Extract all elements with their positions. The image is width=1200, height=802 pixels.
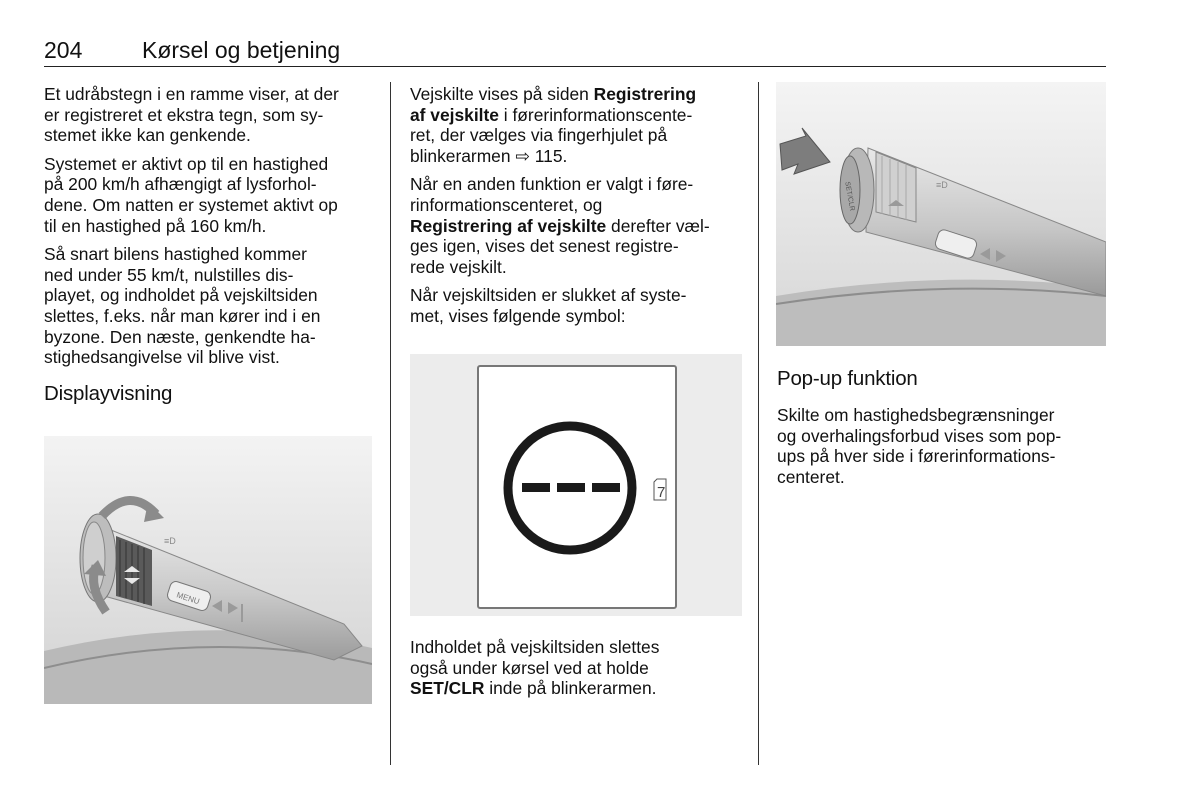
paragraph-4 [410, 637, 740, 699]
column-2-bottom [410, 637, 740, 707]
sign-symbol-figure [410, 354, 742, 616]
line: met, vises følgende symbol: [410, 305, 626, 326]
column-3 [777, 367, 1107, 495]
line: Så snart bilens hastighed kommer [44, 244, 307, 265]
text: Vejskilte vises på siden [410, 84, 594, 104]
column-2 [410, 84, 740, 335]
text: inde på blinkerarmen. [484, 678, 657, 699]
page-number: 204 [44, 37, 83, 63]
line: playet, og indholdet på vejskiltsiden [44, 285, 318, 306]
page-title: Kørsel og betjening [142, 37, 341, 63]
line: dene. Om natten er systemet aktivt op [44, 194, 338, 215]
line: ups på hver side i førerinformations- [777, 446, 1056, 467]
line: Indholdet på vejskiltsiden slettes [410, 637, 660, 657]
text: i førerinformationscente- [498, 104, 693, 125]
line: rinformationscenteret, og [410, 194, 603, 215]
page-reference-icon: ⇨ [515, 145, 530, 166]
column-divider-2 [758, 82, 759, 765]
line: centeret. [777, 466, 845, 487]
line: på 200 km/h afhængigt af lysforhol- [44, 174, 317, 195]
section-heading-displayvisning: Displayvisning [44, 381, 173, 405]
column-1 [44, 84, 374, 406]
line: er registreret et ekstra tegn, som sy- [44, 104, 324, 125]
line: stemet ikke kan genkende. [44, 125, 251, 146]
paragraph-2 [410, 174, 740, 277]
page-reference-link[interactable]: 115. [529, 145, 568, 166]
text: blinkerarmen [410, 145, 516, 166]
line: Når en anden funktion er valgt i føre- [410, 174, 694, 195]
paragraph-3 [410, 285, 740, 326]
paragraph-1 [44, 84, 374, 146]
paragraph-1 [410, 84, 740, 166]
line: rede vejskilt. [410, 256, 507, 277]
text: ret, der vælges via fingerhjulet på [410, 125, 668, 146]
line: ned under 55 km/t, nulstilles dis- [44, 264, 294, 285]
line: Når vejskiltsiden er slukket af syste- [410, 285, 687, 306]
line: ges igen, vises det senest registre- [410, 236, 679, 257]
paragraph-3 [44, 244, 374, 368]
stalk-set-label: SET/CLR [843, 181, 856, 212]
line: stighedsangivelse vil blive vist. [44, 347, 280, 368]
stalk-set-clr-illustration [776, 82, 1106, 346]
ui-term: Registrering af vejskilte [410, 215, 607, 236]
ui-term: Registrering [593, 84, 697, 104]
line: Systemet er aktivt op til en hastighed [44, 153, 329, 174]
ui-term: af vejskilte [410, 104, 499, 125]
line: Et udråbstegn i en ramme viser, at der [44, 84, 339, 104]
svg-text:≡D: ≡D [164, 536, 176, 546]
line: Skilte om hastighedsbegrænsninger [777, 405, 1055, 425]
paragraph-2 [44, 154, 374, 236]
line: til en hastighed på 160 km/h. [44, 215, 267, 236]
line: byzone. Den næste, genkendte ha- [44, 326, 316, 347]
column-divider-1 [390, 82, 391, 765]
sign-side-label: 7 [657, 484, 666, 501]
stalk-menu-label: MENU [175, 590, 201, 607]
text: derefter væl- [606, 215, 710, 236]
line: og overhalingsforbud vises som pop- [777, 425, 1062, 446]
line: slettes, f.eks. når man kører ind i en [44, 305, 321, 326]
stalk-thumbwheel-illustration [44, 436, 372, 704]
section-heading-popup: Pop-up funktion [777, 367, 918, 390]
line: også under kørsel ved at holde [410, 657, 649, 678]
header-rule [44, 66, 1106, 67]
page-header [44, 36, 340, 64]
paragraph-1 [777, 405, 1107, 487]
svg-text:≡D: ≡D [936, 180, 948, 190]
ui-term: SET/CLR [410, 678, 485, 699]
